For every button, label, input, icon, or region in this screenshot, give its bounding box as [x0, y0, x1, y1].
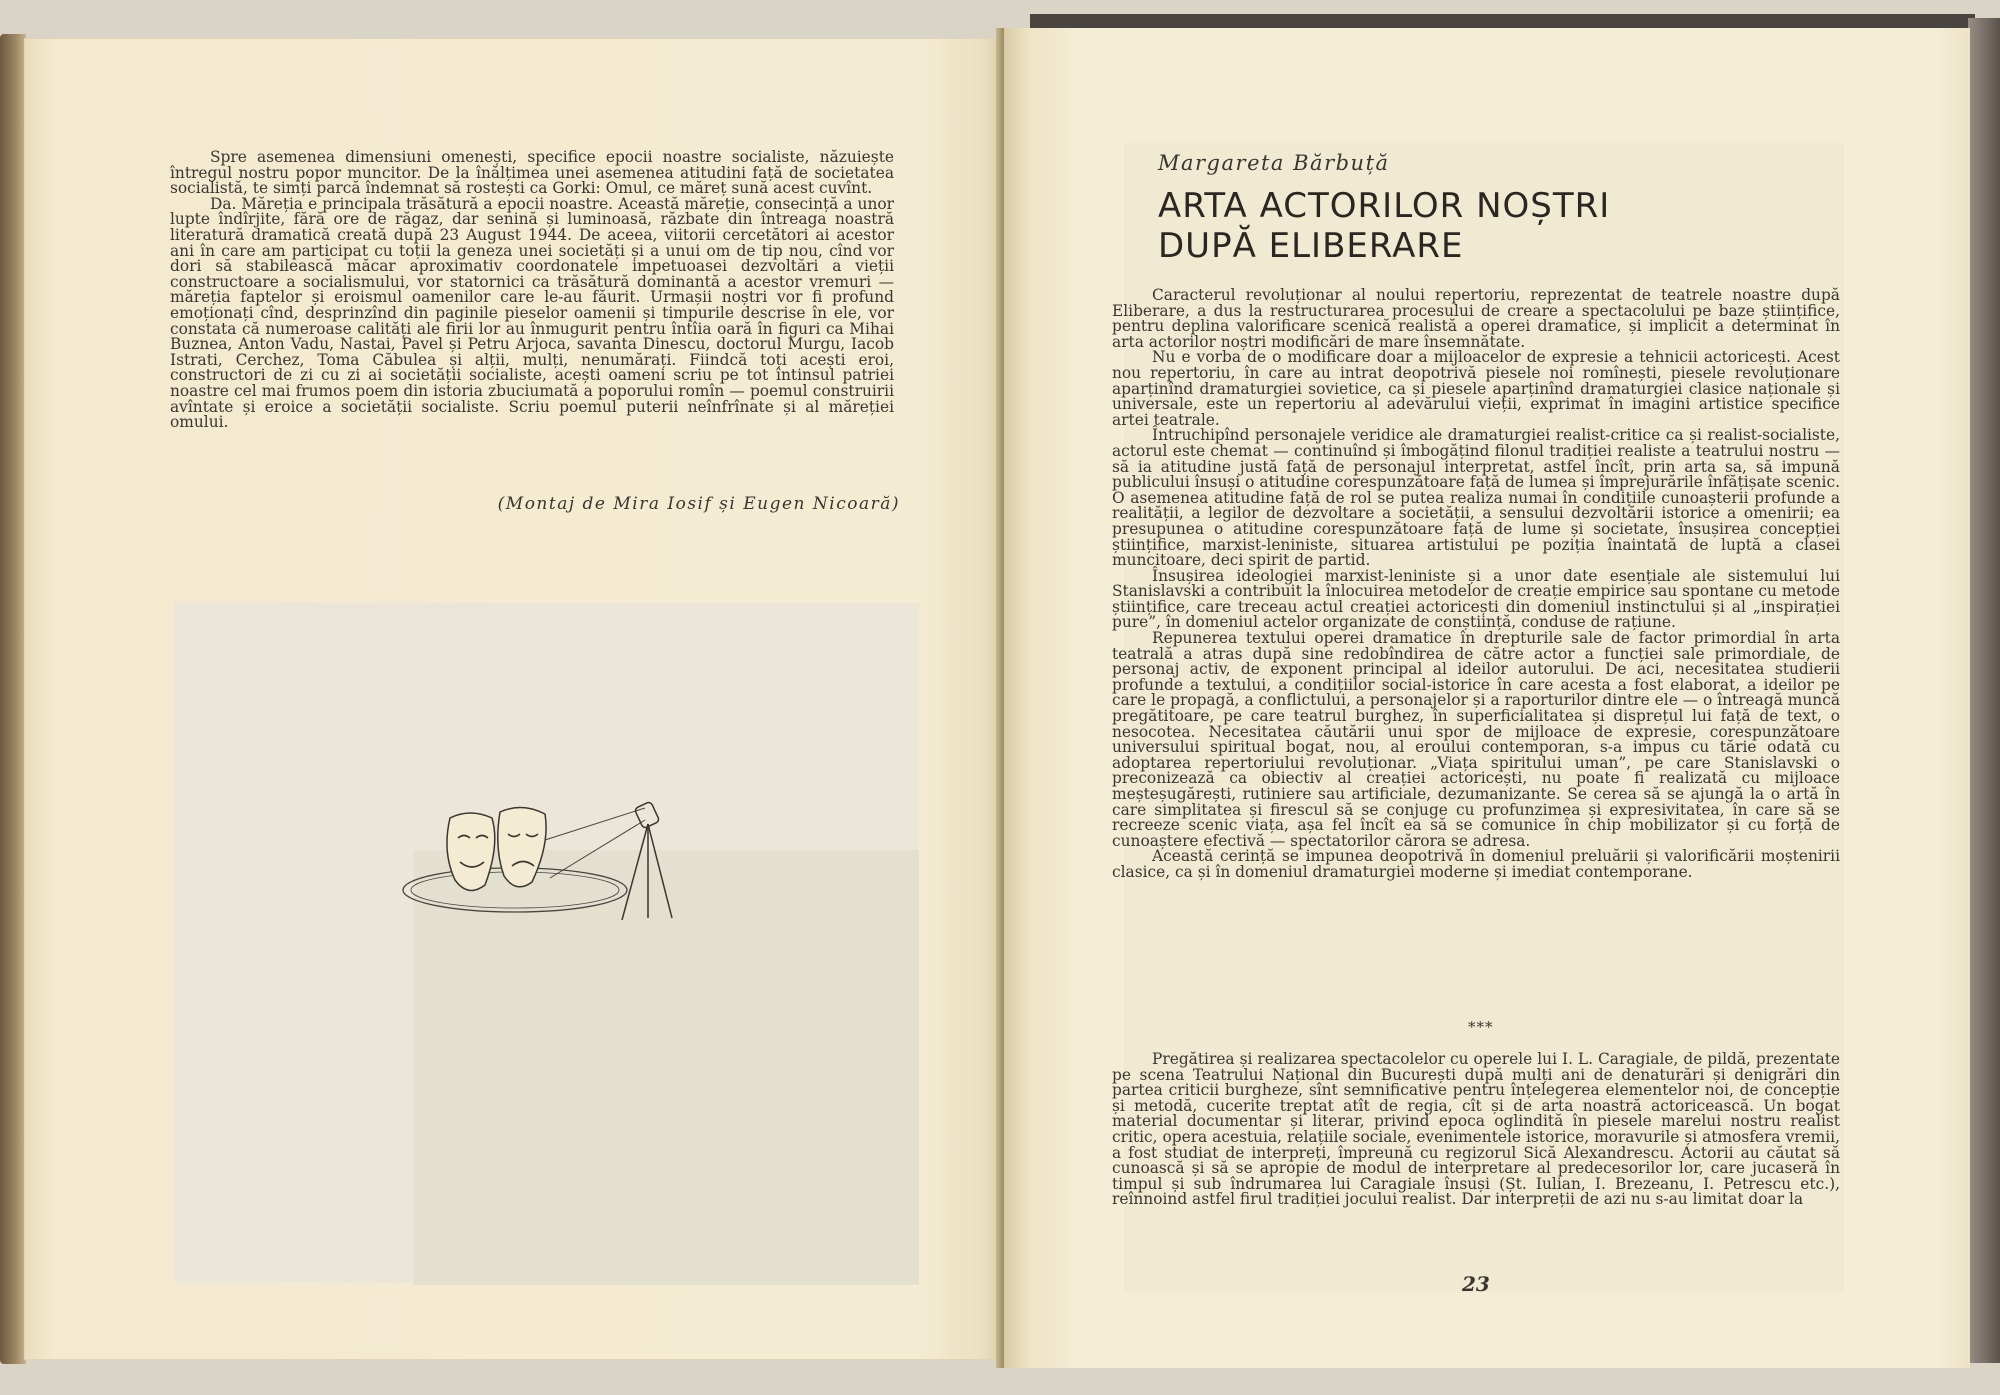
right-paragraph: Însușirea ideologiei marxist-leniniste și a unor date esențiale ale sistemului lui Stanislavski a contribuit la înlocuirea metodelor de creație empirice sau spontane cu metode științifice, care treceau actul creației actoricești din domeniul instinctului și al „inspirației pure”, în domeniul actelor organizate de conștiință, conduse de rațiune.	[1112, 566, 1840, 632]
page-number: 23	[1462, 1272, 1490, 1296]
title-line: ARTA ACTORILOR NOȘTRI	[1158, 186, 1611, 226]
right-paragraph: Caracterul revoluționar al noului repertoriu, reprezentat de teatrele noastre după Eliberare, a dus la restructurarea procesului de creare a spectacolului pe baze științifice, pentru deplina valorificare scenică realistă a operei dramatice, și implicit a determinat în arta actorilor noștri modificări de mare însemnătate.	[1112, 286, 1840, 351]
title-line: DUPĂ ELIBERARE	[1158, 226, 1464, 266]
right-page-text-continued	[1112, 1052, 1840, 1208]
section-separator: ***	[1468, 1018, 1494, 1036]
right-cover-edge	[1968, 18, 2000, 1363]
left-paragraph: Spre asemenea dimensiuni omenești, specifice epocii noastre socialiste, năzuiește întregul nostru popor muncitor. De la înălțimea unei asemenea atitudini față de societatea socialistă, te simți parcă îndemnat să rostești ca Gorki: Omul, ce măreț sună acest cuvînt.	[170, 148, 894, 198]
right-paragraph: Nu e vorba de o modificare doar a mijloacelor de expresie a tehnicii actoricești. Acest nou repertoriu, în care au intrat deopotrivă piesele noi romînești, piesele revoluționare aparținînd dramaturgiei sovietice, ca și piesele aparținînd dramaturgiei clasice naționale și universale, este un repertoriu al adevărului vieții, exprimat în imagini artistice specifice artei teatrale.	[1112, 348, 1840, 429]
right-paragraph: Repunerea textului operei dramatice în drepturile sale de factor primordial în arta teatrală a atras după sine redobîndirea de către actor a funcției sale primordiale, de personaj activ, de exponent principal al ideilor autorului. De aci, necesitatea studierii profunde a textului, a condițiilor social-istorice în care acesta a fost elaborat, a ideilor pe care le propagă, a conflictului, a personajelor și a raporturilor dintre ele — o întreagă muncă pregătitoare, pe care teatrul burghez, în superficialitatea și disprețul lui față de text, o nesocotea. Necesitatea căutării unui spor de mijloace de expresie, corespunzătoare universului spiritual bogat, nou, al eroului contemporan, s-a impus cu tărie odată cu adoptarea repertoriului revoluționar. „Viața spiritului uman”, pe care Stanislavski o preconizează ca obiectiv al creației actoricești, nu poate fi realizată cu mijloace meșteșugărești, rutiniere sau artificiale, dezumanizante. Se cerea să se ajungă la o artă în care simplitatea și firescul să se conjuge cu profunzimea și expresivitatea, în care să se recreeze scenic viața, așa fel încît ea să se comunice în chip mobilizator și cu forță de cunoaștere efectivă — spectatorilor cărora se adresa.	[1112, 629, 1840, 850]
right-page-text	[1112, 288, 1840, 881]
right-paragraph: Pregătirea și realizarea spectacolelor cu operele lui I. L. Caragiale, de pildă, prezentate pe scena Teatrului Național din București după mulți ani de denaturări și denigrări din partea criticii burgheze, sînt semnificative pentru înțelegerea elementelor noi, de concepție și metodă, cucerite treptat atît de regia, cît și de arta noastră actoricească. Un bogat material documentar și literar, privind epoca oglindită în piesele marelui nostru realist critic, opera acestuia, relațiile sociale, evenimentele istorice, moravurile și atmosfera vremii, a fost studiat de interpreți, împreună cu regizorul Sică Alexandrescu. Actorii au căutat să cunoască și să se apropie de modul de interpretare al predecesorilor lor, care jucaseră în timpul și sub îndrumarea lui Caragiale însuși (Șt. Iulian, I. Brezeanu, I. Petrescu etc.), reînnoind astfel firul tradiției jocului realist. Dar interpreții de azi nu s-au limitat doar la	[1112, 1050, 1840, 1209]
right-paragraph: Această cerință se impunea deopotrivă în domeniul preluării și valorificării moștenirii clasice, ca și în domeniul dramaturgiei moderne și imediat contemporane.	[1112, 847, 1840, 881]
montage-credit: (Montaj de Mira Iosif și Eugen Nicoară)	[497, 494, 900, 514]
left-cover-edge	[0, 34, 26, 1364]
left-paragraph: Da. Măreția e principala trăsătură a epocii noastre. Această măreție, consecință a unor lupte îndîrjite, fără ore de răgaz, dar senină și luminoasă, răzbate din întreaga noastră literatură dramatică creată după 23 August 1944. De aceea, viitorii cercetători ai acestor ani în care am participat cu toții la geneza unei societăți și a unui om de tip nou, cînd vor dori să stabilească măcar aproximativ coordonatele impetuoasei dezvoltări a vieții constructoare a socialismului, vor statornici ca trăsătură dominantă a acestor vremuri — măreția faptelor și eroismul oamenilor care le-au făurit. Urmașii noștri vor fi profund emoționați cînd, desprinzînd din paginile pieselor oamenii și timpurile descrise în ele, vor constata că numeroase calități ale firii lor au înmugurit pentru întîia oară în figuri ca Mihai Buznea, Anton Vadu, Nastai, Pavel și Petru Arjoca, savanta Dinescu, doctorul Murgu, Iacob Istrati, Cerchez, Toma Căbulea și alții, mulți, nenumărați. Fiindcă toți acești eroi, constructori de zi cu zi ai societății socialiste, acești oameni scriu pe tot întinsul patriei noastre cel mai frumos poem din istoria zbuciumată a poporului romîn — poemul construirii avîntate și eroice a societății socialiste. Scriu poemul puterii neînfrînate și al măreției omului.	[170, 194, 894, 432]
right-paragraph: Întruchipînd personajele veridice ale dramaturgiei realist-critice ca și realist-socialiste, actorul este chemat — continuînd și îmbogățind filonul tradiției realiste a teatrului nostru — să ia atitudine justă față de personajul interpretat, astfel încît, prin arta sa, să impună publicului însuși o atitudine corespunzătoare față de lumea și împrejurările înfățișate scenic. O asemenea atitudine față de rol se putea realiza numai în condițiile cunoașterii profunde a realității, a legilor de dezvoltare a societății, a sensului dezvoltării istorice a omenirii; ea presupunea o atitudine corespunzătoare față de lume și societate, însușirea concepției științifice, marxist-leniniste, situarea artistului pe poziția înaintată de luptă a clasei muncitoare, deci spirit de partid.	[1112, 426, 1840, 570]
left-page-text	[170, 150, 894, 431]
article-title	[1158, 186, 1718, 266]
article-author: Margareta Bărbuță	[1158, 151, 1390, 175]
theatre-masks-illustration	[400, 800, 700, 940]
